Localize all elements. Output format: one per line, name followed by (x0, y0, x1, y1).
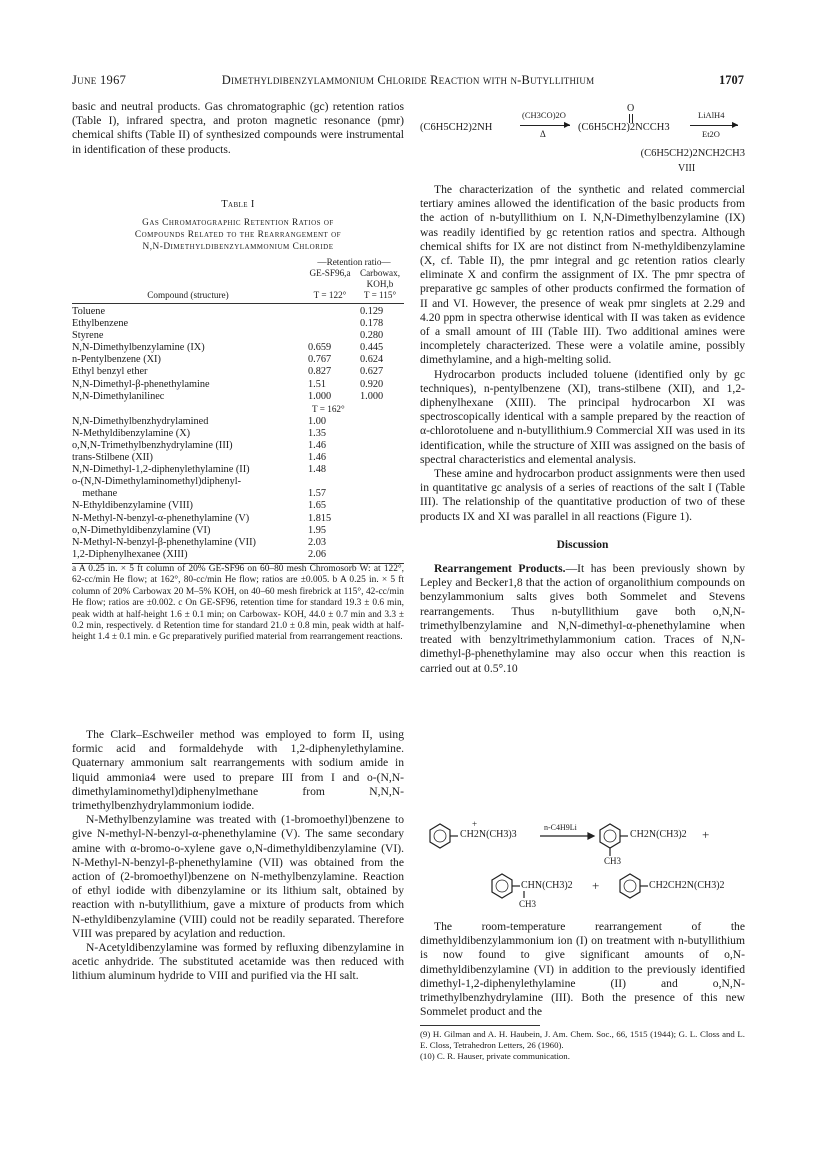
compound-name: methane (72, 488, 118, 500)
empty-cell (360, 513, 404, 525)
empty-cell (360, 416, 404, 428)
table-row (72, 525, 404, 537)
reference-item: (10) C. R. Hauser, private communication. (420, 1051, 570, 1062)
compound-name: Toluene (72, 306, 106, 317)
empty-cell (360, 500, 404, 512)
page-number: 1707 (719, 73, 744, 87)
empty-cell (360, 549, 404, 561)
scheme1-intermediate: (C6H5CH2)2NCCH3 (578, 122, 670, 133)
ratio-col1: 1.65 (308, 500, 327, 512)
plus-sign-2: + (592, 878, 600, 893)
ratio-col2: 0.920 (360, 378, 384, 390)
compound-name: N,N-Dimethylbenzylamine (IX) (72, 342, 205, 354)
references (420, 1029, 745, 1062)
table-label: Table I (221, 199, 255, 210)
table-row (72, 391, 404, 403)
reference-item: (9) H. Gilman and A. H. Haubein, J. Am. Chem. Soc., 66, 1515 (1944); G. L. Closs and L. E. Closs, Tetrahedron Letters, 26 (1960). (420, 1029, 745, 1051)
retention-ratio-header: —Retention ratio— (317, 257, 391, 267)
compound-name: N-Methyl-N-benzyl-β-phenethylamine (VII) (72, 536, 256, 548)
compound-name: n-Pentylbenzene (XI) (72, 354, 161, 366)
ratio-col2: 0.280 (360, 330, 384, 342)
col2-name: Carbowax, KOH,b (359, 268, 401, 289)
table-row (72, 354, 404, 366)
paragraph-quantitative: These amine and hydrocarbon product assignments were then used in quantitative gc analysis of a series of reactions of the salt I (Table III). The relationship of the quantitative production of two of these products IX and XI was parallel in all reactions (Figure 1). (420, 467, 745, 523)
table-row (72, 537, 404, 549)
ratio-col1 (308, 330, 360, 342)
compound-name: N-Methyl-N-benzyl-α-phenethylamine (V) (72, 512, 250, 524)
product-ortho-amine: CH2N(CH3)2 (630, 829, 687, 840)
scheme-acylation-reduction (420, 100, 745, 180)
table-row (72, 330, 404, 342)
scheme1-reagent-top: (CH3CO)2O (522, 110, 566, 120)
ratio-col1: 1.46 (308, 439, 327, 451)
table-row (72, 549, 404, 561)
compound-name: trans-Stilbene (XII) (72, 452, 153, 464)
ratio-col2: 0.178 (360, 318, 384, 330)
table-row (72, 488, 404, 500)
scheme2-reagent: n-C4H9Li (544, 823, 577, 832)
paragraph-clark-eschweiler: The Clark–Eschweiler method was employed to form II, using formic acid and formaldehyde with 1,2-diphenylethylamine. Quaternary ammonium salt rearrangements with sodium amide in liquid ammonia4 were used to prepare III from I and o-(N,N-dimethylaminomethyl)diphenylmethane from N,N,N-trimethylbenzhydrylammonium iodide. (72, 728, 404, 813)
ratio-col2: 0.624 (360, 354, 384, 366)
compound-name: o,N-Dimethyldibenzylamine (VI) (72, 524, 211, 536)
compound-name: Ethylbenzene (72, 318, 129, 330)
compound-name: N,N-Dimethyl-β-phenethylamine (72, 378, 210, 390)
running-title: Dimethyldibenzylammonium Chloride Reaction with n-Butyllithium (221, 73, 595, 87)
col1-name: GE-SF96,a (309, 268, 351, 278)
ratio-col1 (308, 306, 360, 318)
benzene-ring-icon (600, 824, 620, 848)
right-column-final (420, 920, 745, 1062)
table-caption-line-1: Gas Chromatographic Retention Ratios of (142, 218, 334, 228)
compound-name: N,N-Dimethylbenzhydrylamined (72, 415, 209, 427)
table-1 (72, 198, 404, 644)
ratio-col1: 2.03 (308, 536, 327, 548)
table-row (72, 464, 404, 476)
table-body-b (72, 416, 404, 561)
stub-header: Compound (structure) (147, 290, 229, 300)
compound-name: N,N-Dimethyl-1,2-diphenylethylamine (II) (72, 464, 250, 476)
table-caption-line-3: N,N-Dimethyldibenzylammonium Chloride (142, 242, 334, 252)
ortho-methyl: CH3 (604, 856, 622, 866)
intro-paragraph: basic and neutral products. Gas chromatographic (gc) retention ratios (Table I), infrared spectra, and proton magnetic resonance (pmr) chemical shifts (Table II) of synthesized compounds were instrumental in identification of these products. (72, 100, 404, 156)
paragraph-room-temperature: The room-temperature rearrangement of the dimethyldibenzylammonium ion (I) on treatment with n-butyllithium is now found to give significant amounts of o,N-dimethyldibenzylamine (VI) in addition to the previously identified dimethyl-1,2-diphenylethylamine (II) and o,N,N-trimethylbenzhydrylamine (III). Both the presence of this new Sommelet product and the (420, 920, 745, 1019)
ratio-col1: 1.57 (308, 488, 327, 500)
empty-cell (360, 440, 404, 452)
empty-cell (360, 525, 404, 537)
ratio-col1 (308, 476, 360, 488)
col2-temp: T = 115° (363, 290, 397, 300)
scheme1-carbonyl-o: O (627, 103, 635, 114)
table-row (72, 452, 404, 464)
empty-cell (360, 488, 404, 500)
table-head (72, 253, 404, 301)
table-row (72, 366, 404, 378)
section-heading: Discussion (556, 538, 609, 551)
table-row (72, 513, 404, 525)
benzene-ring-icon (492, 874, 512, 898)
mid-temp-header: T = 162° (312, 403, 345, 414)
table-row (72, 318, 404, 330)
empty-cell (360, 428, 404, 440)
ratio-col2: 1.000 (360, 390, 384, 402)
ratio-col2: 0.129 (360, 306, 384, 317)
scheme1-product-label: VIII (678, 163, 696, 174)
compound-name: N-Methyldibenzylamine (X) (72, 427, 191, 439)
table-row (72, 476, 404, 488)
subsection-lead: Rearrangement Products. (434, 562, 566, 576)
running-header (72, 73, 744, 91)
paragraph-acetyldibenzylamine: N-Acetyldibenzylamine was formed by refluxing dibenzylamine in acetic anhydride. The substituted acetamide was then reduced with lithium aluminum hydride to VIII and purified via the HI salt. (72, 941, 404, 983)
cation-charge: + (472, 819, 478, 829)
ratio-col1: 1.46 (308, 452, 327, 464)
table-rule (72, 303, 404, 304)
table-row (72, 342, 404, 354)
ratio-col2: 0.445 (360, 342, 384, 354)
empty-cell (360, 476, 404, 488)
left-column-body (72, 728, 404, 984)
scheme1-arrow-2 (690, 125, 738, 126)
table-row (72, 500, 404, 512)
scheme1-product: (C6H5CH2)2NCH2CH3 (640, 148, 745, 159)
benzene-ring-icon (430, 824, 450, 848)
paragraph-hydrocarbons: Hydrocarbon products included toluene (identified only by gc techniques), n-pentylbenzene (XI), trans-stilbene (XII), and 1,2-diphenylhexane (XIII). The principal hydrocarbon XI was spectroscopically identical with a sample prepared by the reaction of α-chlorotoluene and n-butyllithium.9 Commercial XII was used in its identification, while the structure of XIII was assigned on the basis of spectral characteristics and elemental analysis. (420, 367, 745, 466)
compound-name: Ethyl benzyl ether (72, 366, 148, 378)
ratio-col1: 1.95 (308, 524, 327, 536)
ratio-col1: 1.00 (308, 415, 327, 427)
right-column-body (420, 183, 745, 676)
scheme1-reagent2-bottom: Et2O (702, 129, 720, 139)
paragraph-methylbenzylamine: N-Methylbenzylamine was treated with (1-bromoethyl)benzene to give N-methyl-N-benzyl-α-phenethylamine (V). The same secondary amine with α-bromo-o-xylene gave o,N-dimethyldibenzylamine (VI). N-Methyl-N-benzyl-β-phenethylamine (VII) was obtained from the action of (2-bromoethyl)benzene on N-methylbenzylamine. Reaction of ethyl iodide with dibenzylamine or its lithium salt, obtained by reaction with n-butyllithium, gave a mixture of products from which N-ethyldibenzylamine (VIII) could not be readily separated. Therefore VIII was prepared by acylation and reduction. (72, 813, 404, 940)
table-row (72, 306, 404, 318)
ratio-col1: 1.000 (308, 390, 332, 402)
ratio-col1: 2.06 (308, 548, 327, 560)
arrowhead-icon: ▶ (732, 120, 739, 129)
compound-name: N,N-Dimethylanilinec (72, 390, 165, 402)
scheme-rearrangement (420, 818, 745, 914)
ratio-col2: 0.627 (360, 366, 384, 378)
scheme1-arrow-1 (520, 125, 570, 126)
ratio-col1: 1.48 (308, 464, 327, 476)
arrowhead-icon: ▶ (564, 120, 571, 129)
compound-name: N-Ethyldibenzylamine (VIII) (72, 500, 193, 512)
compound-name: o-(N,N-Dimethylaminomethyl)diphenyl- (72, 476, 242, 488)
table-body-a (72, 306, 404, 403)
table-row (72, 428, 404, 440)
issue-date: June 1967 (72, 73, 127, 87)
paragraph-rearrangement: —It has been previously shown by Lepley and Becker1,8 that the action of organolithium compounds on benzylammonium salts gives both Sommelet and Stevens rearrangements. Thus n-butyllithium gave both o,N,N-trimethylbenzylamine and N,N-dimethyl-α-phenethylamine when treated with benzyltrimethylammonium cation. Traces of N,N-dimethyl-β-phenethylamine may also occur when this reaction is carried out at 0.5°.10 (420, 562, 745, 675)
ratio-col1: 1.51 (308, 378, 327, 390)
ratio-col1: 0.827 (308, 366, 332, 378)
table-row (72, 416, 404, 428)
empty-cell (360, 464, 404, 476)
benzene-ring-icon (620, 874, 640, 898)
col1-temp: T = 122° (313, 290, 347, 300)
table-caption-line-2: Compounds Related to the Rearrangement of (134, 230, 342, 240)
table-footnotes: a A 0.25 in. × 5 ft column of 20% GE-SF96 on 60–80 mesh Chromosorb W: at 122°, 62-cc/min He flow; at 162°, 80-cc/min He flow; ratios are ±0.005. b A 0.25 in. × 5 ft column of 20% Carbowax 20 M–5% KOH, on 40–60 mesh firebrick at 115°, 42-cc/min He flow; ratios are ±0.002. c On GE-SF96, retention time for standard 19.3 ± 0.6 min, peak width at half-height 1.6 ± 0.1 min; on Carbowax- KOH, 44.0 ± 0.7 min and 3.3 ± 0.2 min, respectively. d Retention time for standard 21.0 ± 0.8 min, peak width at half-height 1.4 ± 0.1 min. e Gc preparatively purified material from rearrangement reactions. (72, 563, 404, 643)
left-column (72, 100, 404, 157)
ratio-col1: 0.659 (308, 342, 332, 354)
scheme1-reagent2-top: LiAlH4 (698, 110, 725, 120)
footnote-rule (420, 1025, 540, 1026)
ratio-col1: 1.815 (308, 512, 332, 524)
empty-cell (360, 452, 404, 464)
product-beta-phenethylamine: CH2CH2N(CH3)2 (649, 880, 725, 891)
plus-sign: + (702, 827, 710, 842)
compound-name: Styrene (72, 330, 104, 342)
ratio-col1: 0.767 (308, 354, 332, 366)
table-row (72, 440, 404, 452)
scheme1-reactant: (C6H5CH2)2NH (420, 122, 493, 133)
compound-name: o,N,N-Trimethylbenzhydrylamine (III) (72, 439, 233, 451)
table-row (72, 379, 404, 391)
alpha-methyl: CH3 (519, 899, 537, 909)
paragraph-characterization: The characterization of the synthetic and related commercial tertiary amines allowed the identification of the basic products from the action of n-butyllithium on I. N,N-Dimethylbenzylamine (IX) was readily identified by gc retention ratios and spectra. Although chemical shifts for IX are not distinct from N-methyldibenzylamine (X, cf. Table II), the pmr integral and gc retention ratios clearly eliminate X and confirm the assignment of IX. The pmr spectra of preparative gc samples of other products confirmed the formation of II and VI. However, the presence of weak pmr singlets at 2.29 and 4.20 ppm in spectra otherwise identical with II was taken as evidence of a small amount of III (Table III). Two additional amines were incompletely characterized. These were a volatile amine, possibly dimethylamine, and a high-melting solid. (420, 183, 745, 367)
ratio-col1: 1.35 (308, 427, 327, 439)
scheme1-reagent-bottom: Δ (540, 129, 546, 139)
empty-cell (360, 537, 404, 549)
ratio-col1 (308, 318, 360, 330)
compound-name: 1,2-Diphenylhexanee (XIII) (72, 548, 188, 560)
product-alpha-phenethylamine: CHN(CH3)2 (521, 880, 573, 891)
start-cation: CH2N(CH3)3 (460, 829, 517, 840)
